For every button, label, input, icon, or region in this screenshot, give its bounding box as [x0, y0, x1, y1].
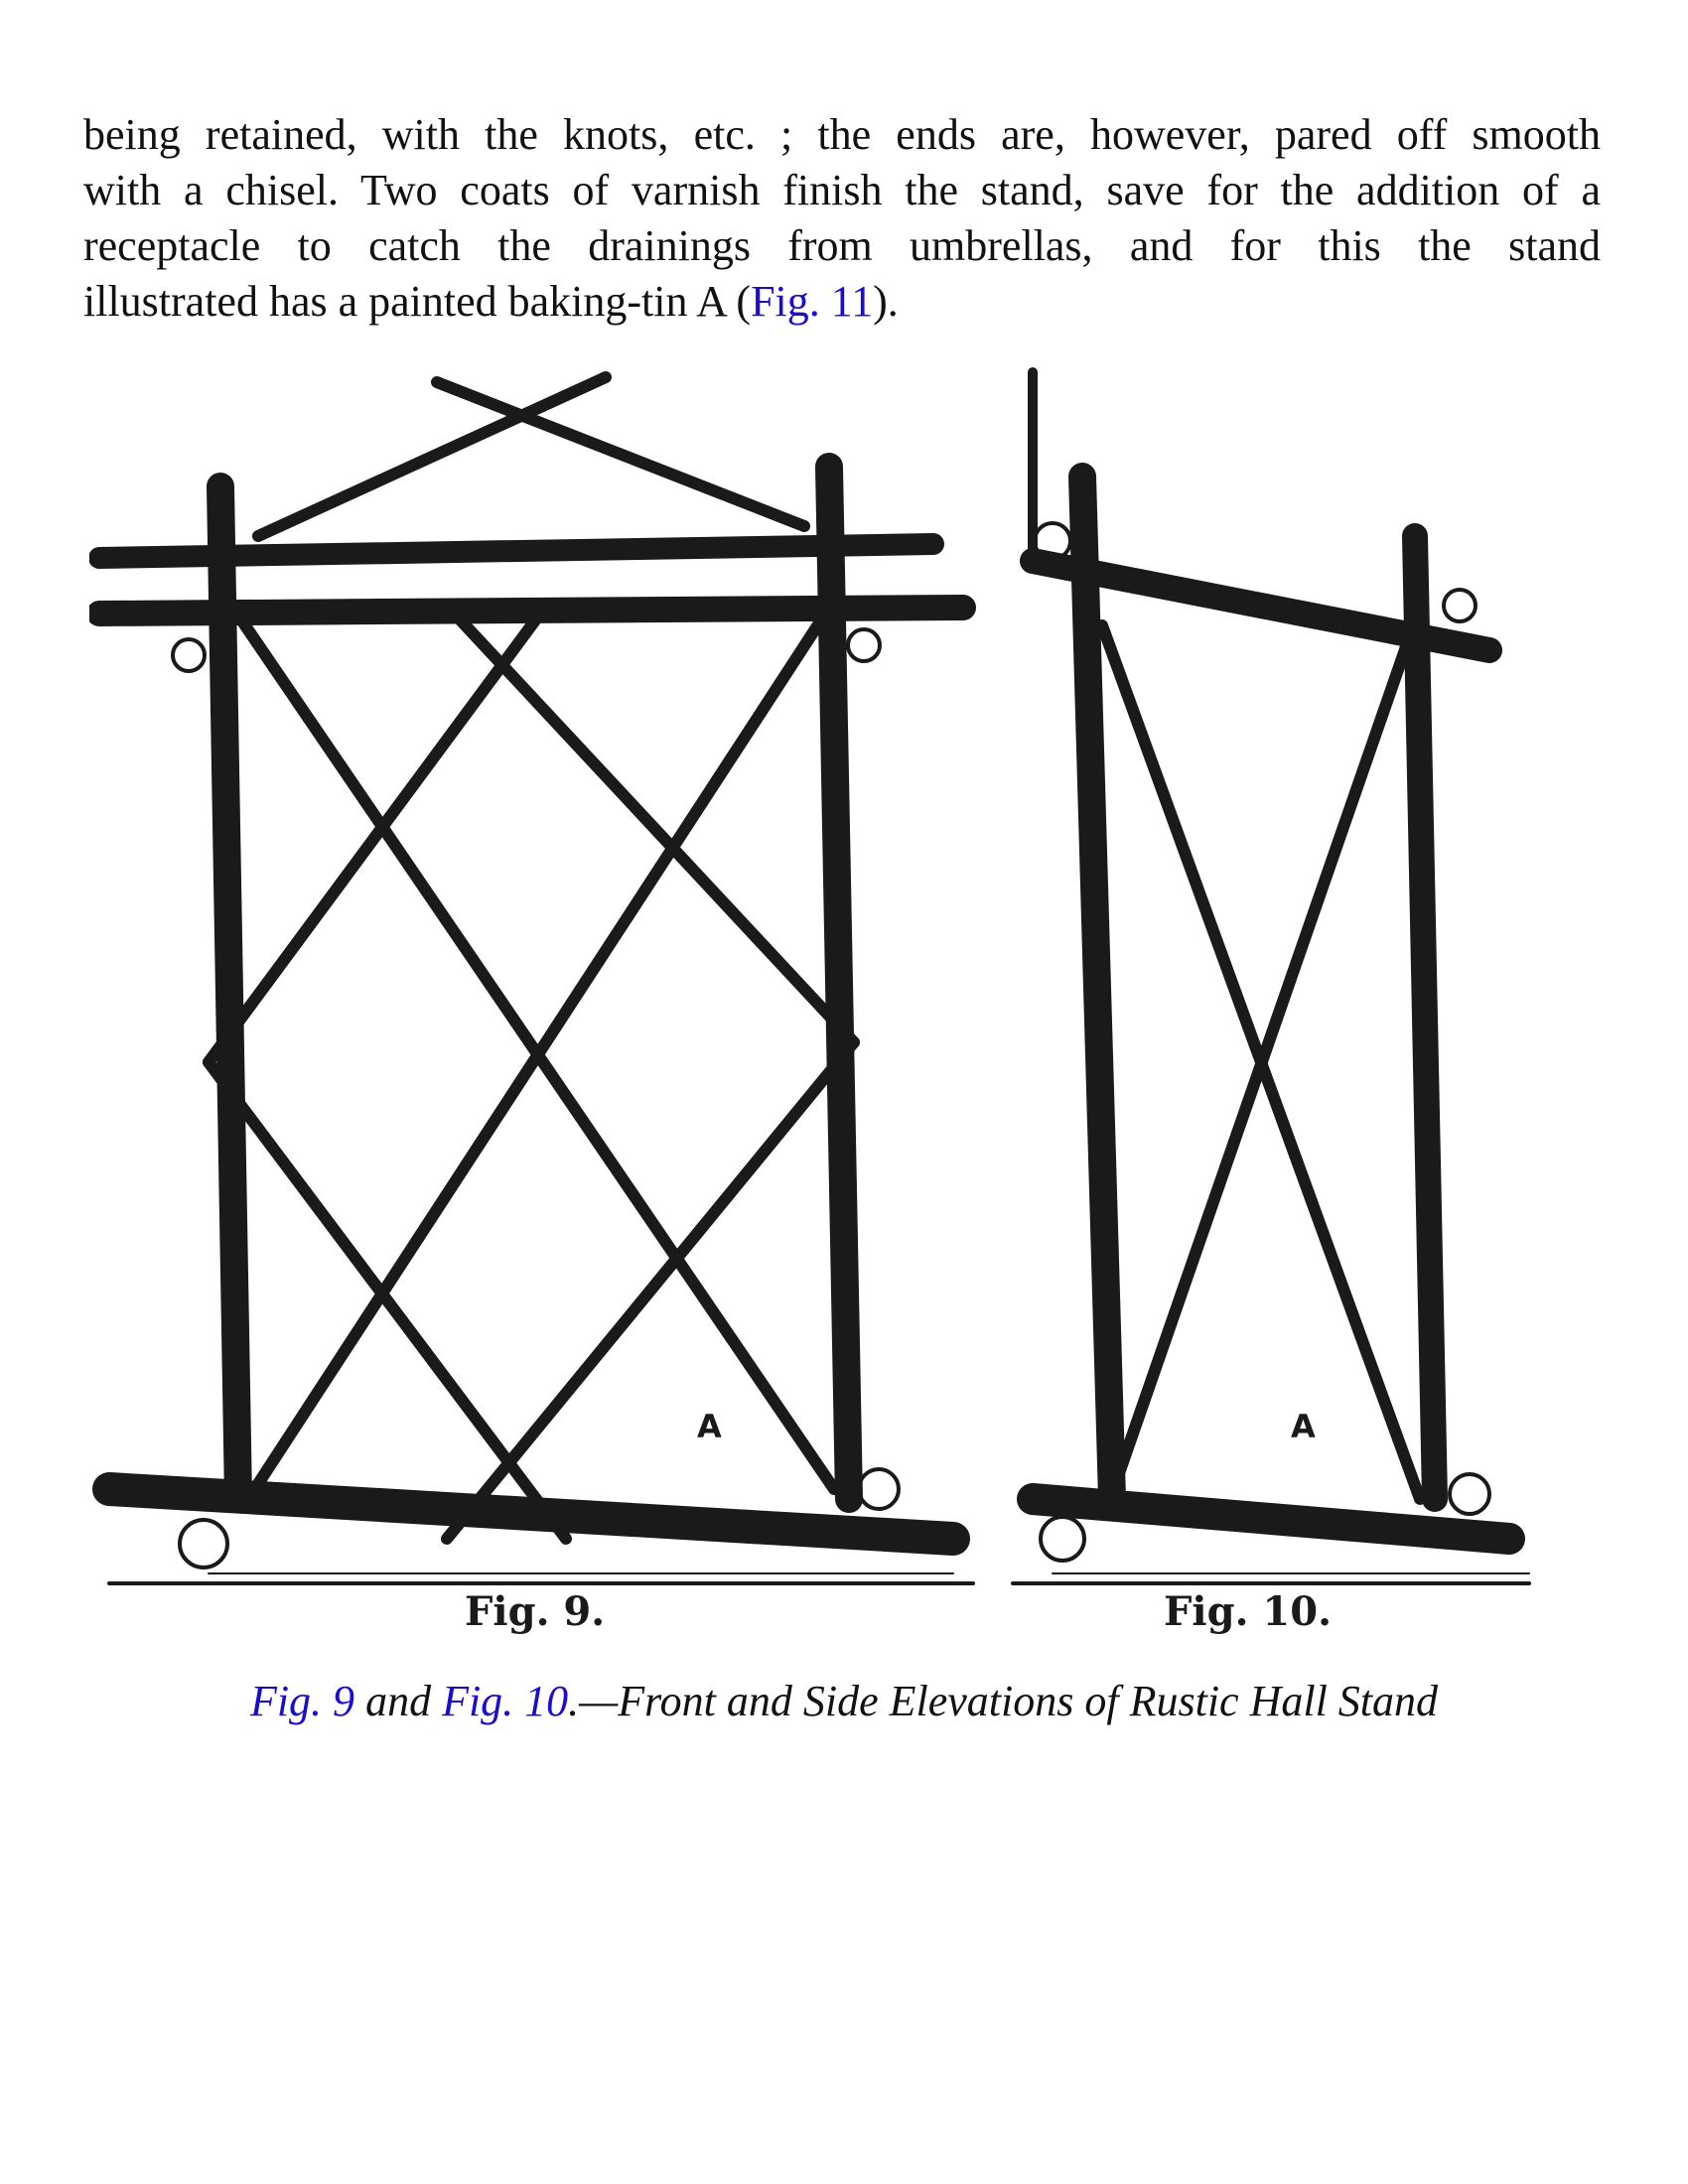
- figure-caption: [0, 1676, 1688, 1726]
- fig-9-illustration: [89, 367, 983, 1588]
- fig-9-left-post: [220, 486, 238, 1499]
- fig-10-illustration: [993, 367, 1549, 1588]
- fig-10-log-end-left: [1041, 1517, 1084, 1561]
- paragraph-line-3: receptacle to catch the drainings from umbrellas, and for this the stand: [83, 221, 1601, 270]
- body-paragraph: [83, 107, 1601, 330]
- fig-10-link[interactable]: Fig. 10: [442, 1677, 569, 1725]
- paragraph-line-4-end: ).: [873, 277, 899, 326]
- fig-9-right-post: [829, 467, 849, 1499]
- paragraph-line-4-text: illustrated has a painted baking-tin A (: [83, 277, 752, 326]
- fig-10-back-post: [1415, 536, 1435, 1499]
- fig-9-top-stick-left: [258, 377, 606, 536]
- fig-11-link[interactable]: Fig. 11: [751, 277, 874, 326]
- fig-9-link[interactable]: Fig. 9: [249, 1677, 355, 1725]
- paragraph-line-2: with a chisel. Two coats of varnish finish the stand, save for the addition of a: [83, 166, 1601, 214]
- fig-9-rail-end-left: [173, 639, 205, 671]
- fig-9-log-end-left: [180, 1520, 227, 1568]
- fig-9-label: Fig. 9.: [465, 1588, 606, 1635]
- fig-10-post-knot: [1444, 590, 1476, 621]
- paragraph-line-4: [83, 274, 1601, 330]
- fig-9-marker: A: [697, 1408, 722, 1445]
- paragraph-line-1: being retained, with the knots, etc. ; the ends are, however, pared off smooth: [83, 110, 1601, 159]
- fig-9-log-end-right: [859, 1469, 899, 1509]
- fig-9-drawing: [89, 367, 983, 1588]
- fig-10-marker: A: [1291, 1408, 1316, 1445]
- fig-9-diagonal-4: [447, 1042, 854, 1539]
- fig-9-rail-end-right: [848, 629, 880, 661]
- fig-10-label: Fig. 10.: [1164, 1588, 1333, 1635]
- caption-text-and: and: [354, 1677, 443, 1725]
- caption-text-title: .—Front and Side Elevations of Rustic Hall Stand: [568, 1677, 1439, 1725]
- fig-9-top-stick-right: [437, 382, 804, 526]
- fig-10-drawing: [993, 367, 1549, 1588]
- fig-10-log-end-right: [1450, 1474, 1489, 1514]
